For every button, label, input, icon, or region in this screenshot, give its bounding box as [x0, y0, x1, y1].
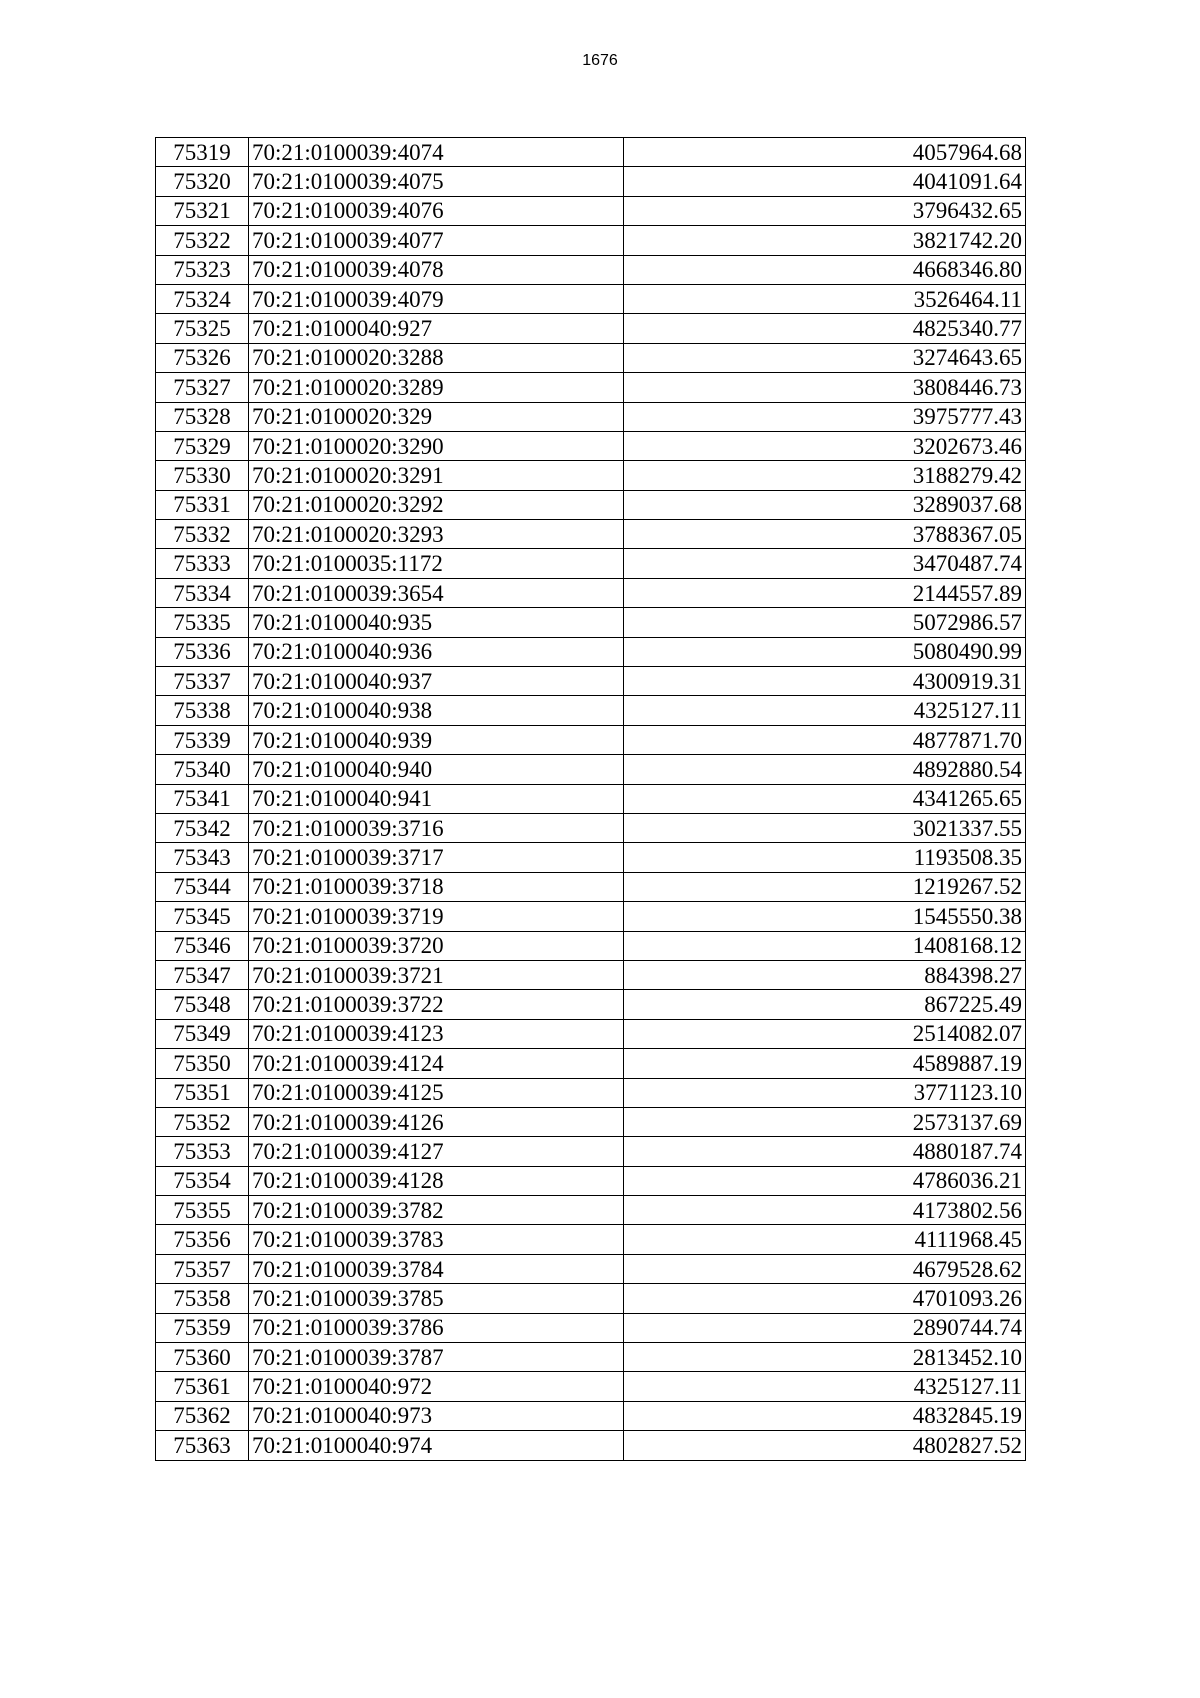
- cadastral-value-cell: 3274643.65: [624, 343, 1026, 372]
- cadastral-value-cell: 2813452.10: [624, 1343, 1026, 1372]
- row-number-cell: 75358: [156, 1284, 249, 1313]
- row-number-cell: 75328: [156, 402, 249, 431]
- table-row: [156, 872, 1026, 901]
- cadastral-number-cell: 70:21:0100039:4077: [249, 226, 624, 255]
- table-row: [156, 931, 1026, 960]
- row-number-cell: 75347: [156, 960, 249, 989]
- cadastral-number-cell: 70:21:0100040:974: [249, 1431, 624, 1460]
- row-number-cell: 75353: [156, 1137, 249, 1166]
- page-number: 1676: [582, 52, 618, 69]
- table-row: [156, 138, 1026, 167]
- cadastral-number-cell: 70:21:0100020:3289: [249, 373, 624, 402]
- row-number-cell: 75336: [156, 637, 249, 666]
- table-row: [156, 637, 1026, 666]
- cadastral-number-cell: 70:21:0100039:4125: [249, 1078, 624, 1107]
- row-number-cell: 75329: [156, 431, 249, 460]
- cadastral-value-cell: 1193508.35: [624, 843, 1026, 872]
- cadastral-number-cell: 70:21:0100039:3654: [249, 578, 624, 607]
- cadastral-value-cell: 2573137.69: [624, 1107, 1026, 1136]
- cadastral-value-cell: 4877871.70: [624, 725, 1026, 754]
- table-row: [156, 167, 1026, 196]
- cadastral-number-cell: 70:21:0100039:4078: [249, 255, 624, 284]
- cadastral-value-cell: 4786036.21: [624, 1166, 1026, 1195]
- cadastral-value-cell: 3526464.11: [624, 284, 1026, 313]
- cadastral-number-cell: 70:21:0100040:936: [249, 637, 624, 666]
- table-row: [156, 1166, 1026, 1195]
- row-number-cell: 75362: [156, 1401, 249, 1430]
- cadastral-value-cell: 4041091.64: [624, 167, 1026, 196]
- cadastral-number-cell: 70:21:0100039:3785: [249, 1284, 624, 1313]
- cadastral-value-cell: 867225.49: [624, 990, 1026, 1019]
- table-row: [156, 520, 1026, 549]
- cadastral-value-cell: 4300919.31: [624, 667, 1026, 696]
- table-row: [156, 1313, 1026, 1342]
- row-number-cell: 75333: [156, 549, 249, 578]
- table-row: [156, 1019, 1026, 1048]
- cadastral-number-cell: 70:21:0100039:3718: [249, 872, 624, 901]
- table-row: [156, 1078, 1026, 1107]
- cadastral-value-cell: 4173802.56: [624, 1196, 1026, 1225]
- row-number-cell: 75338: [156, 696, 249, 725]
- cadastral-number-cell: 70:21:0100020:3288: [249, 343, 624, 372]
- row-number-cell: 75340: [156, 755, 249, 784]
- table-row: [156, 843, 1026, 872]
- cadastral-number-cell: 70:21:0100040:938: [249, 696, 624, 725]
- row-number-cell: 75324: [156, 284, 249, 313]
- cadastral-value-cell: 4668346.80: [624, 255, 1026, 284]
- table-row: [156, 196, 1026, 225]
- table-row: [156, 255, 1026, 284]
- row-number-cell: 75331: [156, 490, 249, 519]
- row-number-cell: 75346: [156, 931, 249, 960]
- table-row: [156, 1401, 1026, 1430]
- cadastral-value-cell: 4589887.19: [624, 1049, 1026, 1078]
- cadastral-number-cell: 70:21:0100040:935: [249, 608, 624, 637]
- row-number-cell: 75355: [156, 1196, 249, 1225]
- cadastral-value-cell: 3202673.46: [624, 431, 1026, 460]
- row-number-cell: 75363: [156, 1431, 249, 1460]
- table-row: [156, 549, 1026, 578]
- cadastral-number-cell: 70:21:0100040:972: [249, 1372, 624, 1401]
- table-row: [156, 490, 1026, 519]
- row-number-cell: 75319: [156, 138, 249, 167]
- table-row: [156, 226, 1026, 255]
- cadastral-value-table: [155, 137, 1026, 1461]
- table-row: [156, 402, 1026, 431]
- row-number-cell: 75337: [156, 667, 249, 696]
- cadastral-number-cell: 70:21:0100039:3716: [249, 813, 624, 842]
- row-number-cell: 75354: [156, 1166, 249, 1195]
- cadastral-number-cell: 70:21:0100039:4079: [249, 284, 624, 313]
- cadastral-number-cell: 70:21:0100039:4076: [249, 196, 624, 225]
- row-number-cell: 75343: [156, 843, 249, 872]
- cadastral-number-cell: 70:21:0100039:3719: [249, 902, 624, 931]
- cadastral-value-cell: 1408168.12: [624, 931, 1026, 960]
- table-row: [156, 343, 1026, 372]
- cadastral-number-cell: 70:21:0100039:4128: [249, 1166, 624, 1195]
- cadastral-number-cell: 70:21:0100040:940: [249, 755, 624, 784]
- cadastral-value-cell: 884398.27: [624, 960, 1026, 989]
- cadastral-number-cell: 70:21:0100040:937: [249, 667, 624, 696]
- cadastral-number-cell: 70:21:0100040:941: [249, 784, 624, 813]
- cadastral-number-cell: 70:21:0100039:4123: [249, 1019, 624, 1048]
- row-number-cell: 75344: [156, 872, 249, 901]
- table-row: [156, 1343, 1026, 1372]
- cadastral-value-cell: 4825340.77: [624, 314, 1026, 343]
- cadastral-value-cell: 4341265.65: [624, 784, 1026, 813]
- row-number-cell: 75349: [156, 1019, 249, 1048]
- cadastral-number-cell: 70:21:0100020:3290: [249, 431, 624, 460]
- cadastral-number-cell: 70:21:0100039:3722: [249, 990, 624, 1019]
- cadastral-value-cell: 3796432.65: [624, 196, 1026, 225]
- cadastral-number-cell: 70:21:0100039:4124: [249, 1049, 624, 1078]
- table-row: [156, 314, 1026, 343]
- row-number-cell: 75339: [156, 725, 249, 754]
- table-row: [156, 578, 1026, 607]
- cadastral-value-cell: 3975777.43: [624, 402, 1026, 431]
- cadastral-value-cell: 1545550.38: [624, 902, 1026, 931]
- row-number-cell: 75342: [156, 813, 249, 842]
- cadastral-value-cell: 1219267.52: [624, 872, 1026, 901]
- cadastral-value-cell: 3788367.05: [624, 520, 1026, 549]
- cadastral-value-cell: 3771123.10: [624, 1078, 1026, 1107]
- cadastral-value-cell: 5072986.57: [624, 608, 1026, 637]
- table-row: [156, 1225, 1026, 1254]
- table-row: [156, 1196, 1026, 1225]
- cadastral-value-cell: 4701093.26: [624, 1284, 1026, 1313]
- cadastral-value-cell: 3808446.73: [624, 373, 1026, 402]
- table-row: [156, 725, 1026, 754]
- table-row: [156, 960, 1026, 989]
- table-row: [156, 902, 1026, 931]
- cadastral-value-cell: 4802827.52: [624, 1431, 1026, 1460]
- row-number-cell: 75334: [156, 578, 249, 607]
- cadastral-number-cell: 70:21:0100020:3291: [249, 461, 624, 490]
- table-row: [156, 813, 1026, 842]
- table-row: [156, 1372, 1026, 1401]
- row-number-cell: 75323: [156, 255, 249, 284]
- cadastral-value-cell: 4892880.54: [624, 755, 1026, 784]
- table-row: [156, 431, 1026, 460]
- row-number-cell: 75352: [156, 1107, 249, 1136]
- cadastral-value-cell: 3470487.74: [624, 549, 1026, 578]
- row-number-cell: 75321: [156, 196, 249, 225]
- cadastral-value-cell: 3821742.20: [624, 226, 1026, 255]
- table-body: [156, 138, 1026, 1461]
- table-row: [156, 461, 1026, 490]
- cadastral-number-cell: 70:21:0100039:3717: [249, 843, 624, 872]
- row-number-cell: 75360: [156, 1343, 249, 1372]
- row-number-cell: 75359: [156, 1313, 249, 1342]
- cadastral-number-cell: 70:21:0100039:3786: [249, 1313, 624, 1342]
- table-row: [156, 667, 1026, 696]
- cadastral-number-cell: 70:21:0100020:329: [249, 402, 624, 431]
- table-row: [156, 1107, 1026, 1136]
- table-row: [156, 1284, 1026, 1313]
- row-number-cell: 75345: [156, 902, 249, 931]
- cadastral-number-cell: 70:21:0100020:3293: [249, 520, 624, 549]
- cadastral-number-cell: 70:21:0100039:3782: [249, 1196, 624, 1225]
- row-number-cell: 75327: [156, 373, 249, 402]
- row-number-cell: 75326: [156, 343, 249, 372]
- table-row: [156, 284, 1026, 313]
- table-row: [156, 1137, 1026, 1166]
- table-row: [156, 1254, 1026, 1283]
- cadastral-number-cell: 70:21:0100040:973: [249, 1401, 624, 1430]
- cadastral-number-cell: 70:21:0100039:4075: [249, 167, 624, 196]
- cadastral-value-cell: 4111968.45: [624, 1225, 1026, 1254]
- row-number-cell: 75356: [156, 1225, 249, 1254]
- row-number-cell: 75357: [156, 1254, 249, 1283]
- row-number-cell: 75341: [156, 784, 249, 813]
- cadastral-value-cell: 4832845.19: [624, 1401, 1026, 1430]
- cadastral-value-cell: 4325127.11: [624, 696, 1026, 725]
- cadastral-value-cell: 3021337.55: [624, 813, 1026, 842]
- cadastral-number-cell: 70:21:0100039:4127: [249, 1137, 624, 1166]
- row-number-cell: 75320: [156, 167, 249, 196]
- cadastral-number-cell: 70:21:0100039:3721: [249, 960, 624, 989]
- cadastral-value-cell: 4057964.68: [624, 138, 1026, 167]
- row-number-cell: 75322: [156, 226, 249, 255]
- cadastral-value-cell: 4325127.11: [624, 1372, 1026, 1401]
- row-number-cell: 75350: [156, 1049, 249, 1078]
- table-row: [156, 755, 1026, 784]
- row-number-cell: 75348: [156, 990, 249, 1019]
- table-row: [156, 1049, 1026, 1078]
- row-number-cell: 75351: [156, 1078, 249, 1107]
- cadastral-number-cell: 70:21:0100039:4074: [249, 138, 624, 167]
- row-number-cell: 75325: [156, 314, 249, 343]
- cadastral-value-cell: 5080490.99: [624, 637, 1026, 666]
- row-number-cell: 75361: [156, 1372, 249, 1401]
- table-row: [156, 373, 1026, 402]
- row-number-cell: 75332: [156, 520, 249, 549]
- cadastral-value-cell: 3188279.42: [624, 461, 1026, 490]
- table-row: [156, 608, 1026, 637]
- cadastral-value-cell: 3289037.68: [624, 490, 1026, 519]
- table-row: [156, 784, 1026, 813]
- row-number-cell: 75335: [156, 608, 249, 637]
- cadastral-number-cell: 70:21:0100040:927: [249, 314, 624, 343]
- cadastral-value-cell: 2514082.07: [624, 1019, 1026, 1048]
- table-row: [156, 696, 1026, 725]
- cadastral-number-cell: 70:21:0100039:4126: [249, 1107, 624, 1136]
- cadastral-number-cell: 70:21:0100039:3720: [249, 931, 624, 960]
- cadastral-number-cell: 70:21:0100035:1172: [249, 549, 624, 578]
- table-row: [156, 990, 1026, 1019]
- table-row: [156, 1431, 1026, 1460]
- cadastral-number-cell: 70:21:0100039:3787: [249, 1343, 624, 1372]
- cadastral-number-cell: 70:21:0100040:939: [249, 725, 624, 754]
- cadastral-value-cell: 4679528.62: [624, 1254, 1026, 1283]
- row-number-cell: 75330: [156, 461, 249, 490]
- cadastral-number-cell: 70:21:0100039:3783: [249, 1225, 624, 1254]
- cadastral-value-cell: 2890744.74: [624, 1313, 1026, 1342]
- cadastral-number-cell: 70:21:0100020:3292: [249, 490, 624, 519]
- cadastral-number-cell: 70:21:0100039:3784: [249, 1254, 624, 1283]
- cadastral-value-cell: 2144557.89: [624, 578, 1026, 607]
- cadastral-value-cell: 4880187.74: [624, 1137, 1026, 1166]
